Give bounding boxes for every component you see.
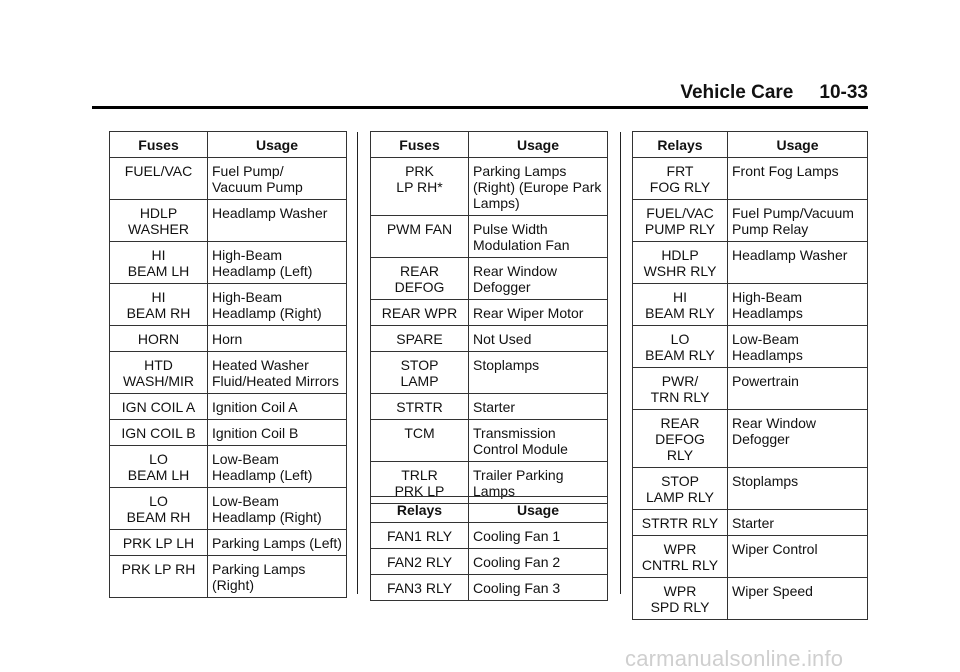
item-code: FAN3 RLY [371,575,469,601]
item-usage: Wiper Speed [728,578,868,620]
table-row [110,352,347,394]
item-code: FUEL/VAC [110,158,208,200]
item-code: LO BEAM RLY [633,326,728,368]
item-code: FAN2 RLY [371,549,469,575]
item-code: PRK LP RH* [371,158,469,216]
item-code: REAR WPR [371,300,469,326]
table-row [633,326,868,368]
column-header-name: Fuses [371,132,469,158]
column-header-usage: Usage [469,132,608,158]
watermark: carmanualsonline.info [625,646,844,671]
item-code: HI BEAM RLY [633,284,728,326]
item-code: REAR DEFOG RLY [633,410,728,468]
item-usage: Parking Lamps (Left) [208,530,347,556]
column-header-usage: Usage [728,132,868,158]
item-usage: Low-Beam Headlamp (Right) [208,488,347,530]
item-usage: Fuel Pump/Vacuum Pump Relay [728,200,868,242]
table-row [633,536,868,578]
table-row [110,394,347,420]
table-row [633,578,868,620]
item-usage: Powertrain [728,368,868,410]
table-row [371,420,608,462]
item-usage: Front Fog Lamps [728,158,868,200]
item-usage: Pulse Width Modulation Fan [469,216,608,258]
column-header-name: Fuses [110,132,208,158]
item-code: TCM [371,420,469,462]
item-usage: High-Beam Headlamps [728,284,868,326]
table-row [110,158,347,200]
table-row [371,394,608,420]
item-code: IGN COIL A [110,394,208,420]
table-header-row [633,132,868,158]
item-code: HI BEAM RH [110,284,208,326]
item-code: IGN COIL B [110,420,208,446]
item-code: HDLP WSHR RLY [633,242,728,284]
table-row [371,326,608,352]
item-code: STRTR [371,394,469,420]
item-usage: Cooling Fan 3 [469,575,608,601]
item-code: FUEL/VAC PUMP RLY [633,200,728,242]
table-row [371,216,608,258]
item-code: PRK LP RH [110,556,208,598]
item-usage: Rear Wiper Motor [469,300,608,326]
item-code: LO BEAM RH [110,488,208,530]
item-code: REAR DEFOG [371,258,469,300]
table-row [371,300,608,326]
item-usage: High-Beam Headlamp (Right) [208,284,347,326]
item-usage: Rear Window Defogger [469,258,608,300]
table-row [110,530,347,556]
column-header-name: Relays [633,132,728,158]
item-code: PRK LP LH [110,530,208,556]
header-rule [92,106,868,109]
item-usage: Stoplamps [728,468,868,510]
item-usage: High-Beam Headlamp (Left) [208,242,347,284]
table-header-row [110,132,347,158]
item-usage: Trailer Parking Lamps [469,462,608,504]
table-row [371,549,608,575]
item-usage: Ignition Coil B [208,420,347,446]
item-usage: Fuel Pump/ Vacuum Pump [208,158,347,200]
table-row [633,368,868,410]
table-row [110,446,347,488]
item-usage: Low-Beam Headlamp (Left) [208,446,347,488]
item-usage: Horn [208,326,347,352]
item-usage: Transmission Control Module [469,420,608,462]
table-row [371,352,608,394]
item-usage: Stoplamps [469,352,608,394]
item-code: HTD WASH/MIR [110,352,208,394]
table-row [371,575,608,601]
table-row [633,468,868,510]
item-code: TRLR PRK LP [371,462,469,504]
table-row [110,242,347,284]
item-usage: Ignition Coil A [208,394,347,420]
table-row [633,284,868,326]
table-row [633,242,868,284]
table-row [633,200,868,242]
item-usage: Low-Beam Headlamps [728,326,868,368]
table-row [110,420,347,446]
section-title: Vehicle Care [680,82,794,103]
item-code: WPR SPD RLY [633,578,728,620]
item-usage: Cooling Fan 2 [469,549,608,575]
column-header-usage: Usage [208,132,347,158]
item-code: STOP LAMP RLY [633,468,728,510]
item-code: FRT FOG RLY [633,158,728,200]
table-row [110,200,347,242]
item-code: WPR CNTRL RLY [633,536,728,578]
table-header-row [371,497,608,523]
table-row [633,410,868,468]
item-usage: Headlamp Washer [728,242,868,284]
table-row [371,258,608,300]
table-row [110,284,347,326]
table-row [110,556,347,598]
item-usage: Rear Window Defogger [728,410,868,468]
table-row [371,158,608,216]
item-code: SPARE [371,326,469,352]
item-usage: Not Used [469,326,608,352]
item-usage: Heated Washer Fluid/Heated Mirrors [208,352,347,394]
page-header [680,82,868,104]
fuse-table-2 [370,131,608,504]
item-usage: Starter [469,394,608,420]
table-row [371,523,608,549]
table-row [110,326,347,352]
column-header-usage: Usage [469,497,608,523]
fuse-table-1 [109,131,347,598]
item-usage: Wiper Control [728,536,868,578]
item-code: HI BEAM LH [110,242,208,284]
item-code: HDLP WASHER [110,200,208,242]
page-number: 10-33 [819,82,868,103]
item-code: STRTR RLY [633,510,728,536]
relay-table-3 [632,131,868,620]
item-usage: Headlamp Washer [208,200,347,242]
column-divider [620,132,621,594]
item-usage: Parking Lamps (Right) (Europe Park Lamps) [469,158,608,216]
item-usage: Parking Lamps (Right) [208,556,347,598]
column-divider [357,132,358,594]
item-code: PWM FAN [371,216,469,258]
column-header-name: Relays [371,497,469,523]
table-row [110,488,347,530]
item-code: PWR/ TRN RLY [633,368,728,410]
item-usage: Cooling Fan 1 [469,523,608,549]
relay-table-2 [370,496,608,601]
item-code: FAN1 RLY [371,523,469,549]
table-row [633,510,868,536]
item-code: STOP LAMP [371,352,469,394]
table-row [633,158,868,200]
item-usage: Starter [728,510,868,536]
item-code: HORN [110,326,208,352]
table-header-row [371,132,608,158]
item-code: LO BEAM LH [110,446,208,488]
